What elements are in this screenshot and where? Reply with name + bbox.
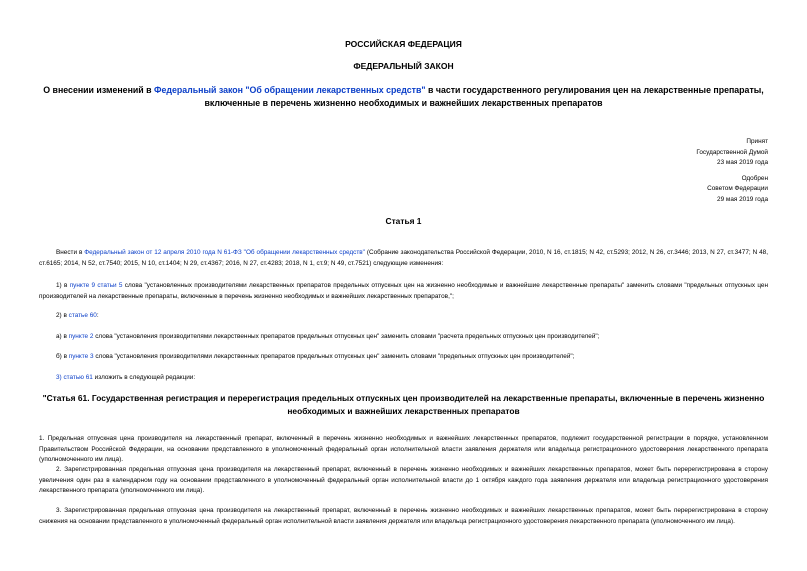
- intro-prefix: Внести в: [56, 249, 85, 256]
- item-2-prefix: 2) в: [56, 312, 69, 319]
- item-1-prefix: 1) в: [56, 282, 70, 289]
- article-61-para-1: 1. Предельная отпускная цена производителя на лекарственный препарат, включенный в перечень жизненно необходимых и важнейших лекарственных препаратов, подлежит государственной регистрации в порядке, установленном Правительством Российской Федерации, на основании представленного в уполномоченный федеральный орган исполнительной власти заявления держателя или владельца регистрационного удостоверения лекарственного препарата (уполномоченного им лица).: [39, 435, 768, 464]
- item-2-link[interactable]: статье 60: [68, 312, 97, 319]
- title-law-link[interactable]: Федеральный закон "Об обращении лекарственных средств": [154, 85, 426, 95]
- item-1-text: слова "установленных производителями лекарственных препаратов предельных отпускных цен на жизненно необходимые и важнейшие лекарственные препараты" заменить словами "предельных отпускных цен производителей на лекарственные препараты, включенные в перечень жизненно необходимых и важнейших лекарственных препаратов,";: [39, 282, 768, 300]
- item-1-link[interactable]: пункте 9 статьи 5: [69, 282, 123, 289]
- title-prefix: О внесении изменений в: [43, 85, 154, 95]
- item-2a-prefix: а) в: [56, 333, 69, 340]
- article-1-intro: [39, 248, 768, 269]
- item-2a-link[interactable]: пункте 2: [68, 333, 94, 340]
- item-3-text: изложить в следующей редакции:: [92, 374, 196, 381]
- item-3-link[interactable]: 3) статью 61: [56, 374, 93, 381]
- law-title: [30, 84, 777, 110]
- accepted-by: Государственной Думой: [696, 148, 768, 156]
- accepted-label: Принят: [746, 138, 768, 145]
- approved-date: 29 мая 2019 года: [717, 195, 768, 203]
- intro-suffix: (Собрание законодательства Российской Федерации, 2010, N 16, ст.1815; N 42, ст.5293; 2012, N 26, ст.3446; 2013, N 27, ст.3477; N 48, ст.6165; 2014, N 52, ст.7540; 2015, N 10, ст.1404; N 29, ст.4367; 2016, N 27, ст.4283; 2018, N 1, ст.9; N 49, ст.7521) следующие изменения:: [39, 249, 769, 267]
- document-type-heading: ФЕДЕРАЛЬНЫЙ ЗАКОН: [353, 61, 454, 71]
- item-2: [39, 311, 768, 322]
- acceptance-block: [696, 137, 768, 206]
- item-2b-prefix: б) в: [56, 353, 69, 360]
- item-3: [39, 373, 768, 384]
- item-1: [39, 281, 768, 302]
- item-2b-link[interactable]: пункте 3: [68, 353, 94, 360]
- item-2a-text: слова "установления производителями лекарственных препаратов предельных отпускных цен" заменить словами "расчета предельных отпускных цен производителей";: [93, 333, 600, 340]
- accepted-date: 23 мая 2019 года: [717, 159, 768, 167]
- title-suffix: в части государственного регулирования цен на лекарственные препараты, включенные в перечень жизненно необходимых и важнейших лекарственных препаратов: [204, 85, 764, 108]
- intro-law-link[interactable]: Федеральный закон от 12 апреля 2010 года N 61-ФЗ "Об обращении лекарственных средств": [84, 249, 365, 256]
- item-2b: [39, 352, 768, 363]
- approved-label: Одобрен: [741, 174, 768, 182]
- article-1-heading: Статья 1: [385, 216, 422, 226]
- item-2-text: :: [96, 312, 99, 319]
- approved-by: Советом Федерации: [707, 185, 768, 193]
- article-61-para-2: 2. Зарегистрированная предельная отпускная цена производителя на лекарственный препарат, включенный в перечень жизненно необходимых и важнейших лекарственных препаратов, может быть перерегистрирована в сторону увеличения один раз в календарном году на основании представленного в уполномоченный федеральный орган исполнительной власти до 1 октября каждого года заявления держателя или владельца регистрационного удостоверения лекарственного препарата (уполномоченного им лица).: [39, 466, 768, 495]
- country-heading: РОССИЙСКАЯ ФЕДЕРАЦИЯ: [345, 39, 462, 49]
- article-61-para-3: 3. Зарегистрированная предельная отпускная цена производителя на лекарственный препарат, включенный в перечень жизненно необходимых и важнейших лекарственных препаратов, может быть перерегистрирована в сторону снижения на основании представленного в уполномоченный федеральный орган исполнительной власти заявления держателя или владельца регистрационного удостоверения лекарственного препарата (уполномоченного им лица).: [39, 507, 768, 525]
- article-61-heading: "Статья 61. Государственная регистрация и перерегистрация предельных отпускных цен производителей на лекарственные препараты, включенные в перечень жизненно необходимых и важнейших лекарственных препаратов: [42, 393, 765, 416]
- item-2b-text: слова "установления производителями лекарственных препаратов предельных отпускных цен" заменить словами "предельных отпускных цен производителей";: [93, 353, 575, 360]
- item-2a: [39, 332, 768, 343]
